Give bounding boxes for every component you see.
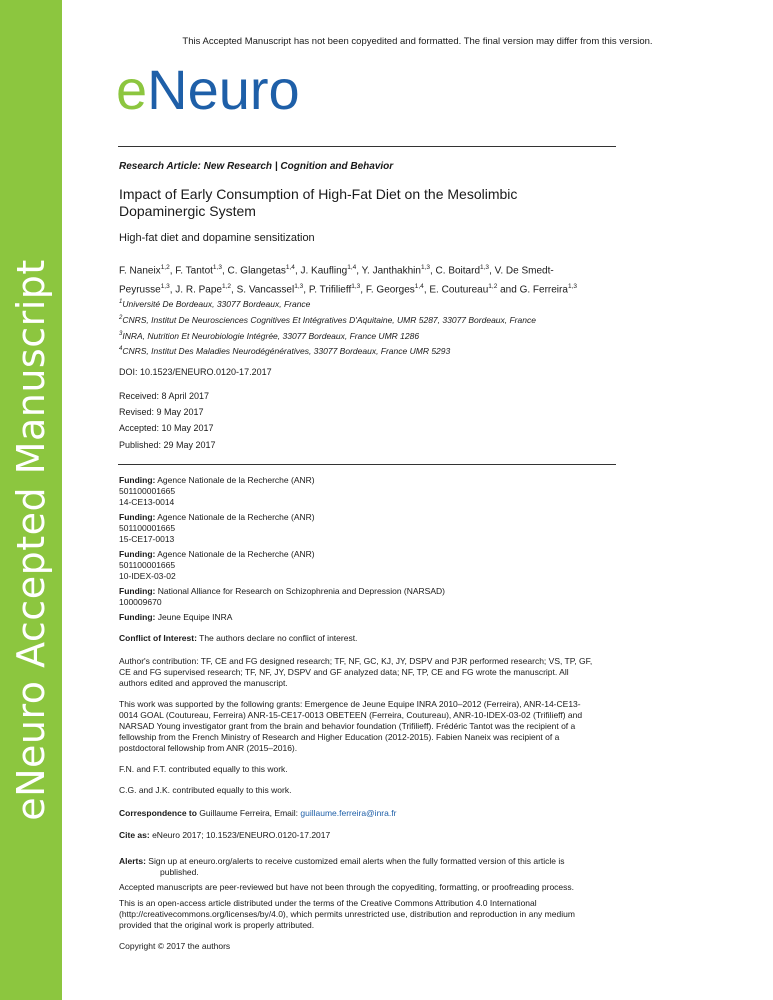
affiliation-item: $^3$INRA, Nutrition Et Neurobiologie Intégrée, 33077 Bordeaux, France UMR 1286 <box>119 330 420 341</box>
alerts: Alerts: Sign up at eneuro.org/alerts to receive customized email alerts when the fully formatted version of this article is published. <box>119 856 565 877</box>
received-date: Received: 8 April 2017 <box>119 391 210 401</box>
conflict-of-interest: Conflict of Interest: The authors declare no conflict of interest. <box>119 633 358 643</box>
affiliation-item: $^1$Université De Bordeaux, 33077 Bordeaux, France <box>119 298 311 309</box>
affiliation-item: $^4$CNRS, Institut Des Maladies Neurodégénératives, 33077 Bordeaux, France UMR 5293 <box>119 346 451 357</box>
author-contribution: Author's contribution: TF, CE and FG designed research; TF, NF, GC, KJ, JY, DSPV and PJR performed research; VS, TP, GF, CE and FG supervised research; TF, NF, JY, DSPV and GF analyzed data; NF, TP, CE and FG wrote the manuscript. All authors edited and approved the manuscript. <box>119 656 593 688</box>
divider-middle <box>118 464 616 465</box>
accepted-date: Accepted: 10 May 2017 <box>119 423 214 433</box>
published-date: Published: 29 May 2017 <box>119 440 216 450</box>
correspondence-email-link[interactable]: guillaume.ferreira@inra.fr <box>300 808 397 818</box>
revised-date: Revised: 9 May 2017 <box>119 407 204 417</box>
equal-contribution-1: F.N. and F.T. contributed equally to this work. <box>119 764 288 774</box>
equal-contribution-2: C.G. and J.K. contributed equally to this work. <box>119 785 292 795</box>
accepted-manuscript-note: Accepted manuscripts are peer-reviewed but have not been through the copyediting, formatting, or proofreading process. <box>119 882 575 892</box>
grant-support: This work was supported by the following grants: Emergence de Jeune Equipe INRA 2010–2012 (Ferreira), ANR-14-CE13-0014 GOAL (Coutureau, Ferreira) ANR-15-CE17-0013 OBETEEN (Ferreira, Coutureau), ANR-10-IDEX-03-02 (Trifilieff) and NARSAD Young investigator grant from the brain and behavior foundation (Trifilieff). Frédéric Tantot was the recipient of a fellowship from the French Ministry of Research and Higher Education (2012-2015). Fabien Naneix was recipient of a postdoctoral fellowship from ANR (2015–2016). <box>119 699 583 753</box>
funding-item: Funding: National Alliance for Research on Schizophrenia and Depression (NARSAD) 100009670 <box>119 586 445 607</box>
sidebar-banner <box>0 0 62 1000</box>
cite-as: Cite as: eNeuro 2017; 10.1523/ENEURO.0120-17.2017 <box>119 830 331 840</box>
author-list: F. Naneix$^{1,2}$, F. Tantot$^{1,3}$, C. Glangetas$^{1,4}$, J. Kaufling$^{1,4}$, Y. Janthakhin$^{1,3}$, C. Boitard$^{1,3}$, V. De Smedt- Peyrusse$^{1,3}$, J. R. Pape$^{1,2}$, S. Vancassel$^{1,3}$, P. Trifilieff$^{1,3}$, F. Georges$^{1,4}$, E. Coutureau$^{1,2}$ and G. Ferreira$^{1,3}$ <box>119 264 577 296</box>
eneuro-logo: eNeuro <box>116 58 300 121</box>
running-title: High-fat diet and dopamine sensitization <box>119 232 315 244</box>
license-statement: This is an open-access article distributed under the terms of the Creative Commons Attribution 4.0 International (http://creativecommons.org/licenses/by/4.0), which permits unrestricted use, distribution and reproduction in any medium provided that the original work is properly attributed. <box>119 898 575 930</box>
funding-item: Funding: Jeune Equipe INRA <box>119 612 233 622</box>
copyright: Copyright © 2017 the authors <box>119 941 231 951</box>
divider-top <box>118 146 616 147</box>
affiliation-list <box>119 295 599 358</box>
correspondence: Correspondence to Guillaume Ferreira, Email: guillaume.ferreira@inra.fr <box>119 808 397 818</box>
affiliation-item: $^2$CNRS, Institut De Neurosciences Cognitives Et Intégratives D'Aquitaine, UMR 5287, 33077 Bordeaux, France <box>119 314 536 325</box>
manuscript-notice: This Accepted Manuscript has not been copyedited and formatted. The final version may differ from this version. <box>182 36 653 47</box>
funding-item: Funding: Agence Nationale de la Recherche (ANR) 501100001665 14-CE13-0014 <box>119 475 315 507</box>
doi: DOI: 10.1523/ENEURO.0120-17.2017 <box>119 367 272 377</box>
sidebar-banner-text: eNeuro Accepted Manuscript <box>9 259 53 821</box>
funding-item: Funding: Agence Nationale de la Recherche (ANR) 501100001665 10-IDEX-03-02 <box>119 549 315 581</box>
article-section-label: Research Article: New Research | Cognition and Behavior <box>119 161 394 172</box>
article-title: Impact of Early Consumption of High-Fat Diet on the Mesolimbic Dopaminergic System <box>119 186 518 219</box>
funding-item: Funding: Agence Nationale de la Recherche (ANR) 501100001665 15-CE17-0013 <box>119 512 315 544</box>
